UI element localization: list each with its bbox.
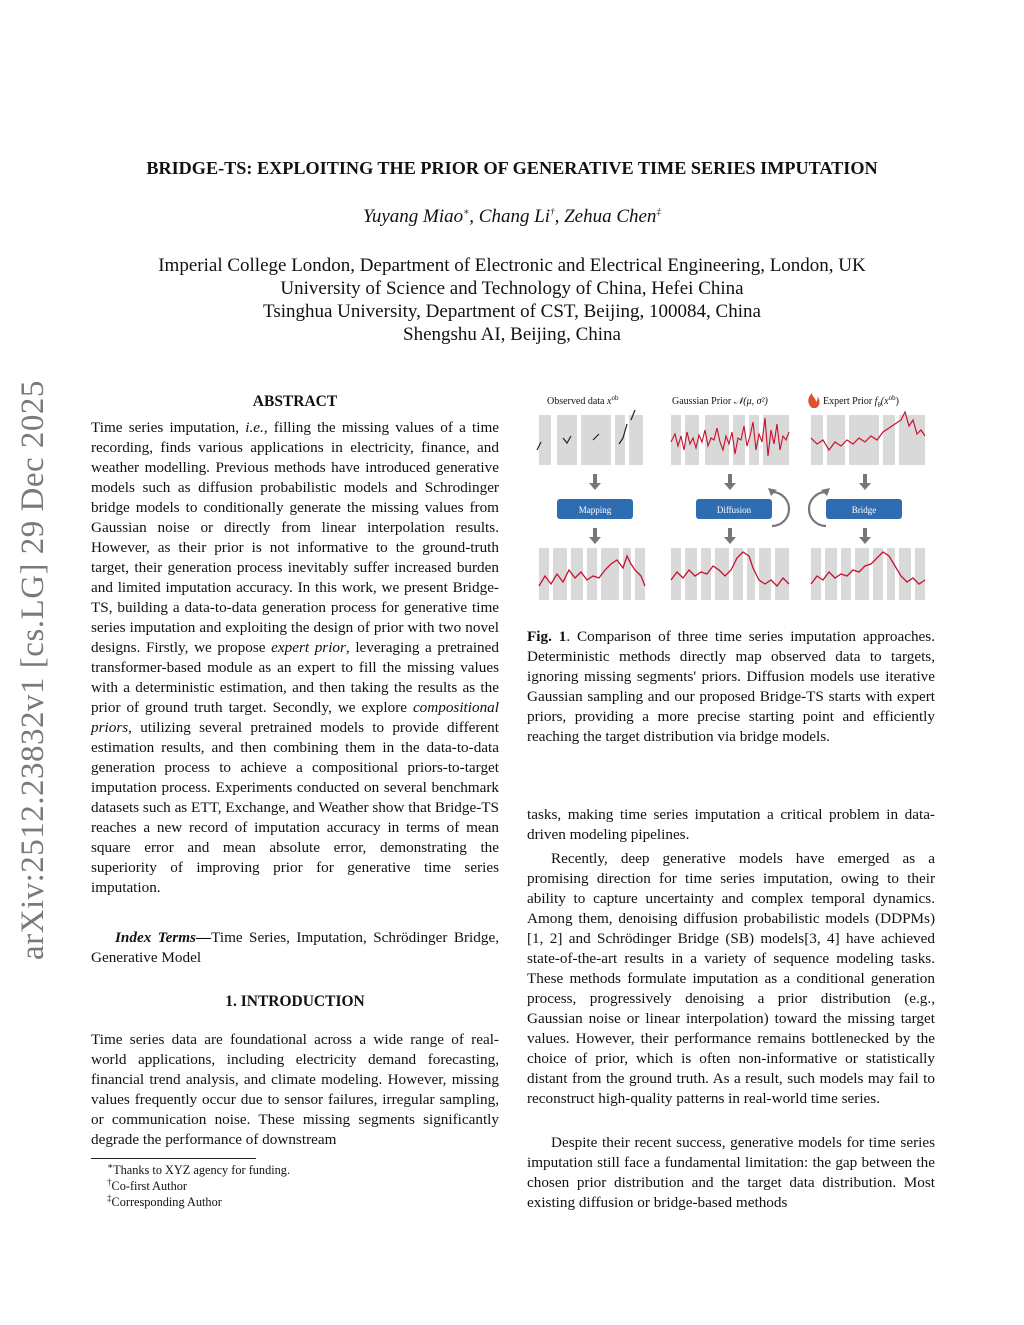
author-1-mark: ∗ (463, 206, 470, 217)
author-3: Zehua Chen (564, 206, 657, 227)
observed-missing-bands (539, 415, 643, 465)
author-1: Yuyang Miao (363, 206, 464, 227)
affiliation-1: Imperial College London, Department of Electronic and Electrical Engineering, London, UK (158, 255, 866, 276)
bridge-loop-arrow (809, 492, 826, 526)
footnote-3: ‡Corresponding Author (107, 1192, 222, 1209)
abstract-body: Time series imputation, i.e., filling the missing values of a time recording, finds various applications in electricity, finance, and weather modelling. Previous methods have introduced generative models such as diffusion probabilistic models and Schrodinger bridge models to conditionally generate the missing values from Gaussian noise or directly from linear interpolation results. However, as their prior is not informative to the ground-truth target, their generation process inevitably suffer increased burden and limited imputation accuracy. In this work, we present Bridge-TS, building a data-to-data generation process for generative time series imputation and exploiting the design of prior with two novel designs. Firstly, we propose expert prior, leveraging a pretrained transformer-based module as an expert to fill the missing values with a deterministic estimation, and then taking the results as the prior of ground truth target. Secondly, we explore compositional priors, utilizing several pretrained models to provide different estimation results, and then combining them in the data-to-data generation process to achieve a compositional priors-to-target imputation process. Experiments conducted on several benchmark datasets such as ETT, Exchange, and Weather show that Bridge-TS reaches a new record of imputation accuracy in terms of mean square error and mean absolute error, demonstrating the superiority of improving prior for generative time series imputation. (91, 419, 500, 896)
diffusion-label: Diffusion (716, 505, 752, 515)
affiliation-3: Tsinghua University, Department of CST, Beijing, 100084, China (263, 301, 761, 322)
label-observed-data: Observed data $x^{ob}$ (547, 394, 619, 407)
index-terms: Index Terms—Time Series, Imputation, Schrödinger Bridge, Generative Model (91, 929, 499, 966)
affiliation-2: University of Science and Technology of China, Hefei China (280, 278, 744, 299)
author-3-mark: ‡ (656, 206, 661, 217)
diffusion-loop-arrow (772, 492, 789, 526)
paper-title: BRIDGE-TS: EXPLOITING THE PRIOR OF GENERATIVE TIME SERIES IMPUTATION (146, 158, 878, 178)
footnote-2: †Co-first Author (107, 1176, 187, 1193)
arxiv-identifier: arXiv:2512.23832v1 [cs.LG] 29 Dec 2025 (15, 380, 51, 960)
output-bands-2 (671, 548, 789, 600)
introduction-right-p3: Despite their recent success, generative models for time series imputation still face a fundamental limitation: the gap between the chosen prior distribution and the target data distribution. Most existing diffusion or bridge-based methods (527, 1134, 935, 1211)
author-2: Chang Li (478, 206, 551, 227)
abstract-heading: ABSTRACT (252, 393, 338, 410)
introduction-heading: 1. INTRODUCTION (225, 993, 365, 1010)
down-arrows-bottom (589, 528, 871, 544)
figure-1-caption: Fig. 1. Comparison of three time series imputation approaches. Deterministic methods directly map observed data to targets, ignoring missing segments' priors. Diffusion models use iterative Gaussian sampling and our proposed Bridge-TS starts with expert priors, providing a more precise starting point and efficiently reaching the target distribution via bridge models. (527, 628, 935, 745)
figure-1 (527, 380, 937, 615)
introduction-right-p2: Recently, deep generative models have emerged as a promising direction for time series imputation, owing to their ability to capture uncertainty and complex temporal dynamics. Among them, denoising diffusion probabilistic models (DDPMs)[1, 2] and Schrödinger Bridge (SB) models[3, 4] have achieved state-of-the-art results in a variety of sequence modeling tasks. These methods formulate imputation as a conditional generation process, progressively denoising a prior distribution (e.g., Gaussian noise or linear interpolation) toward the missing target values. However, their performance remains bottlenecked by the choice of prior, which is often non-informative or statistically distant from the ground truth. As a result, such models may fail to reconstruct high-quality patterns in real-world time series. (527, 850, 935, 1107)
introduction-right-p1: tasks, making time series imputation a critical problem in data-driven modeling pipelines. (527, 806, 935, 843)
author-2-mark: † (550, 206, 555, 217)
introduction-left-text: Time series data are foundational across a wide range of real-world applications, including electricity demand forecasting, financial trend analysis, and climate modeling. However, missing values frequently occur due to sensor failures, irregular sampling, or communication noise. These missing segments significantly degrade the performance of downstream (91, 1031, 499, 1148)
affiliation-4: Shengshu AI, Beijing, China (403, 324, 621, 345)
output-bands-1 (539, 548, 645, 600)
footnote-rule (91, 1158, 256, 1159)
figure-1-diagram (527, 380, 937, 615)
mapping-label: Mapping (578, 505, 612, 515)
author-list: Yuyang Miao∗, Chang Li†, Zehua Chen‡ (363, 206, 661, 227)
bridge-label: Bridge (851, 505, 877, 515)
footnote-1: ∗Thanks to XYZ agency for funding. (107, 1160, 291, 1177)
label-expert-prior: Expert Prior $f_\theta(x^{ob})$ (823, 394, 899, 409)
flame-icon (808, 393, 819, 408)
down-arrows-top (589, 474, 871, 490)
label-gaussian-prior: Gaussian Prior 𝒩(μ, σ²) (672, 396, 768, 407)
